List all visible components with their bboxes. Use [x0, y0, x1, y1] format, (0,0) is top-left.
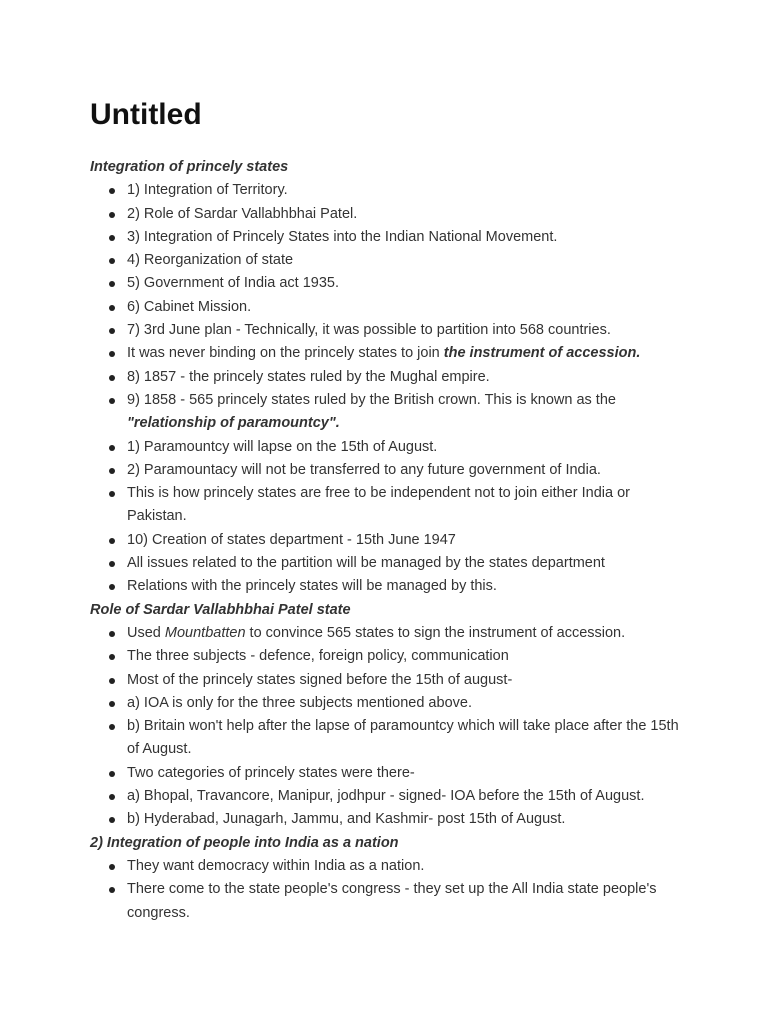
list-item-text: Used [127, 624, 165, 641]
list-item: 3) Integration of Princely States into the Indian National Movement. [127, 226, 690, 249]
list-item: 2) Role of Sardar Vallabhbhai Patel. [127, 203, 690, 226]
list-item: This is how princely states are free to be independent not to join either India or Pakistan. [127, 482, 690, 529]
list-item: The three subjects - defence, foreign policy, communication [127, 645, 690, 668]
list-item: b) Britain won't help after the lapse of paramountcy which will take place after the 15th of August. [127, 715, 690, 762]
document-page [90, 96, 690, 925]
list-item: 1) Integration of Territory. [127, 179, 690, 202]
list-item [127, 342, 690, 365]
bullet-list [90, 855, 690, 925]
list-item: 8) 1857 - the princely states ruled by the Mughal empire. [127, 366, 690, 389]
list-item-text: to convince 565 states to sign the instrument of accession. [245, 624, 626, 641]
list-item: 5) Government of India act 1935. [127, 272, 690, 295]
list-item: a) IOA is only for the three subjects mentioned above. [127, 692, 690, 715]
section-heading: 2) Integration of people into India as a nation [90, 834, 399, 851]
list-item [127, 622, 690, 645]
emphasis-text: the instrument of accession. [443, 345, 641, 362]
bullet-list [90, 179, 690, 598]
list-item: 2) Paramountacy will not be transferred to any future government of India. [127, 459, 690, 482]
list-item: a) Bhopal, Travancore, Manipur, jodhpur - signed- IOA before the 15th of August. [127, 785, 690, 808]
list-item: They want democracy within India as a nation. [127, 855, 690, 878]
list-item: 10) Creation of states department - 15th June 1947 [127, 529, 690, 552]
italic-text: Mountbatten [164, 624, 246, 641]
list-item: All issues related to the partition will be managed by the states department [127, 552, 690, 575]
list-item: There come to the state people's congress - they set up the All India state people's congress. [127, 878, 690, 925]
section-heading: Integration of princely states [90, 159, 289, 175]
list-item [127, 389, 690, 436]
list-item: 7) 3rd June plan - Technically, it was possible to partition into 568 countries. [127, 319, 690, 342]
list-item-text: It was never binding on the princely states to join [127, 345, 444, 362]
emphasis-text: "relationship of paramountcy". [127, 415, 340, 432]
list-item: Two categories of princely states were there- [127, 762, 690, 785]
bullet-list [90, 622, 690, 832]
list-item: 1) Paramountcy will lapse on the 15th of August. [127, 436, 690, 459]
page-title: Untitled [90, 98, 202, 131]
list-item: 6) Cabinet Mission. [127, 296, 690, 319]
list-item: 4) Reorganization of state [127, 249, 690, 272]
list-item: b) Hyderabad, Junagarh, Jammu, and Kashmir- post 15th of August. [127, 808, 690, 831]
list-item: Most of the princely states signed before the 15th of august- [127, 669, 690, 692]
section-heading: Role of Sardar Vallabhbhai Patel state [90, 601, 351, 618]
list-item-text: 9) 1858 - 565 princely states ruled by the British crown. This is known as the [127, 391, 616, 408]
list-item: Relations with the princely states will be managed by this. [127, 575, 690, 598]
